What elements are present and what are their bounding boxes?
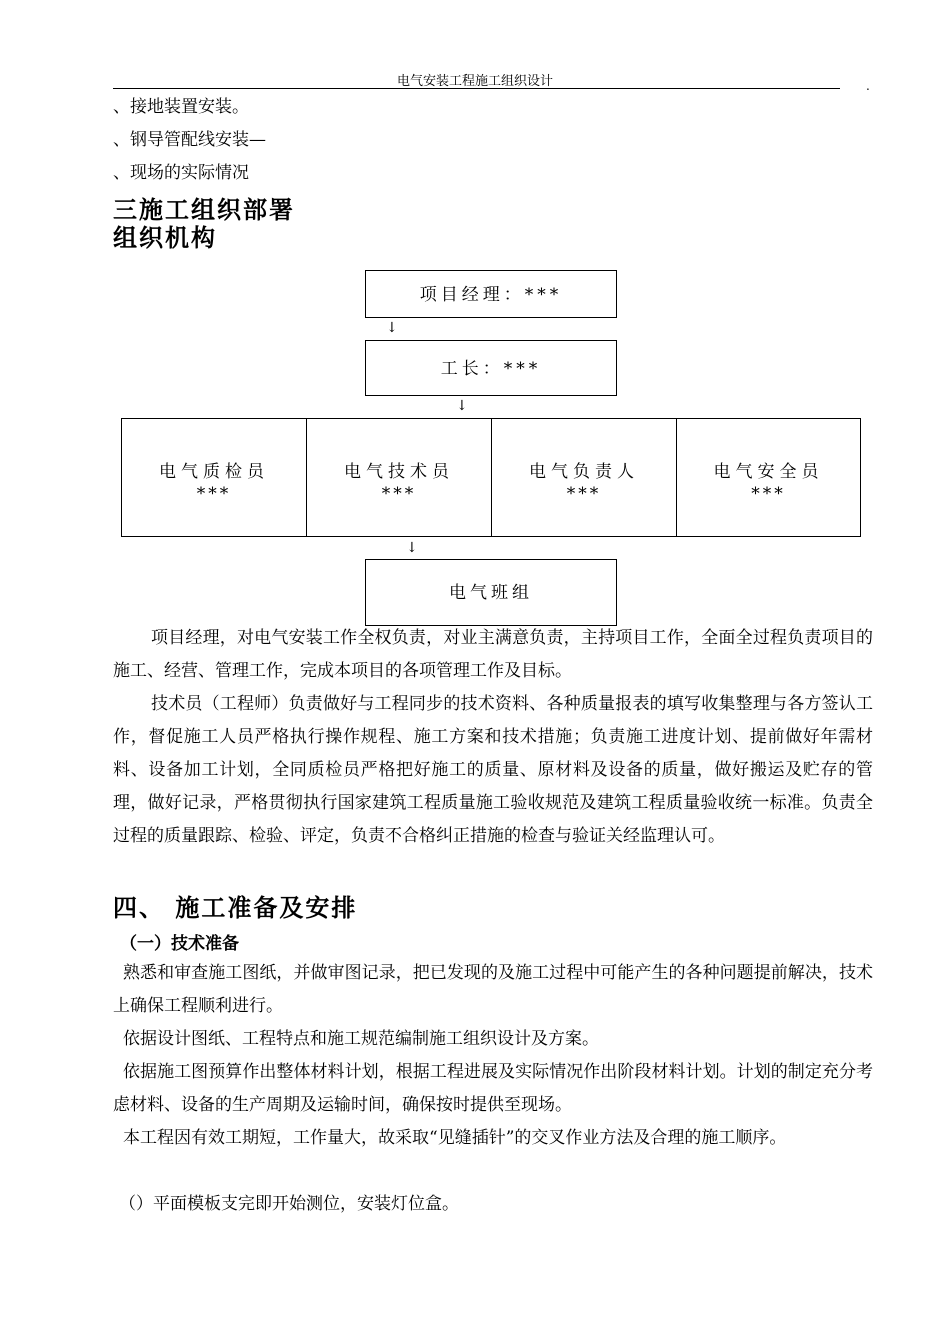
subsection-heading: （一）技术准备 <box>120 934 239 954</box>
section-heading: 三施工组织部署 <box>113 196 295 224</box>
header-divider <box>113 88 840 89</box>
list-item: 、接地装置安装。 <box>113 97 249 117</box>
org-role-box <box>121 418 307 537</box>
paragraph: 项目经理，对电气安装工作全权负责，对业主满意负责，主持项目工作，全面全过程负责项目的施工、经营、管理工作，完成本项目的各项管理工作及目标。 <box>113 628 873 681</box>
org-team-label: 电气班组 <box>449 583 533 603</box>
org-role-name: *** <box>566 484 602 504</box>
arrow-down-icon: ↓ <box>386 320 398 336</box>
header-dot: . <box>866 79 870 93</box>
paragraph: 本工程因有效工期短，工作量大，故采取“见缝插针”的交叉作业方法及合理的施工顺序。 <box>123 1128 787 1148</box>
org-foreman-box <box>365 340 617 396</box>
paragraph: 技术员（工程师）负责做好与工程同步的技术资料、各种质量报表的填写收集整理与各方签认工作，督促施工人员严格执行操作规程、施工方案和技术措施；负责施工进度计划、提前做好年需材料、设备加工计划，全同质检员严格把好施工的质量、原材料及设备的质量，做好搬运及贮存的管理，做好记录，严格贯彻执行国家建筑工程质量施工验收规范及建筑工程质量验收统一标准。负责全过程的质量跟踪、检验、评定，负责不合格纠正措施的检查与验证关经监理认可。 <box>113 694 873 846</box>
org-role-name: *** <box>751 484 786 504</box>
org-role-box <box>306 418 492 537</box>
org-role-box <box>491 418 677 537</box>
org-role-title: 电气安全员 <box>713 462 824 482</box>
org-role-name: *** <box>196 484 232 504</box>
arrow-down-icon: ↓ <box>456 398 468 414</box>
org-role-title: 电气技术员 <box>344 462 454 482</box>
org-role-box <box>676 418 861 537</box>
arrow-down-icon: ↓ <box>406 540 418 556</box>
page-header-title: 电气安装工程施工组织设计 <box>396 74 553 89</box>
paragraph: 依据设计图纸、工程特点和施工规范编制施工组织设计及方案。 <box>123 1029 599 1049</box>
section-subheading: 组织机构 <box>113 224 217 252</box>
org-manager-label: 项目经理：*** <box>419 285 563 305</box>
paragraph: 依据施工图预算作出整体材料计划，根据工程进展及实际情况作出阶段材料计划。计划的制定充分考虑材料、设备的生产周期及运输时间，确保按时提供至现场。 <box>113 1062 873 1115</box>
paragraph: 熟悉和审查施工图纸，并做审图记录，把已发现的及施工过程中可能产生的各种问题提前解决，技术上确保工程顺利进行。 <box>113 963 873 1016</box>
section-heading: 四、 施工准备及安排 <box>113 894 358 922</box>
org-role-title: 电气负责人 <box>529 462 639 482</box>
list-item: 、现场的实际情况 <box>113 163 249 183</box>
paragraph: （）平面模板支完即开始测位，安装灯位盒。 <box>119 1194 459 1214</box>
org-role-name: *** <box>381 484 417 504</box>
list-item: 、钢导管配线安装— <box>113 130 266 150</box>
org-team-box <box>365 559 617 626</box>
org-foreman-label: 工长：*** <box>440 359 542 379</box>
org-manager-box <box>365 270 617 318</box>
org-role-title: 电气质检员 <box>159 462 269 482</box>
